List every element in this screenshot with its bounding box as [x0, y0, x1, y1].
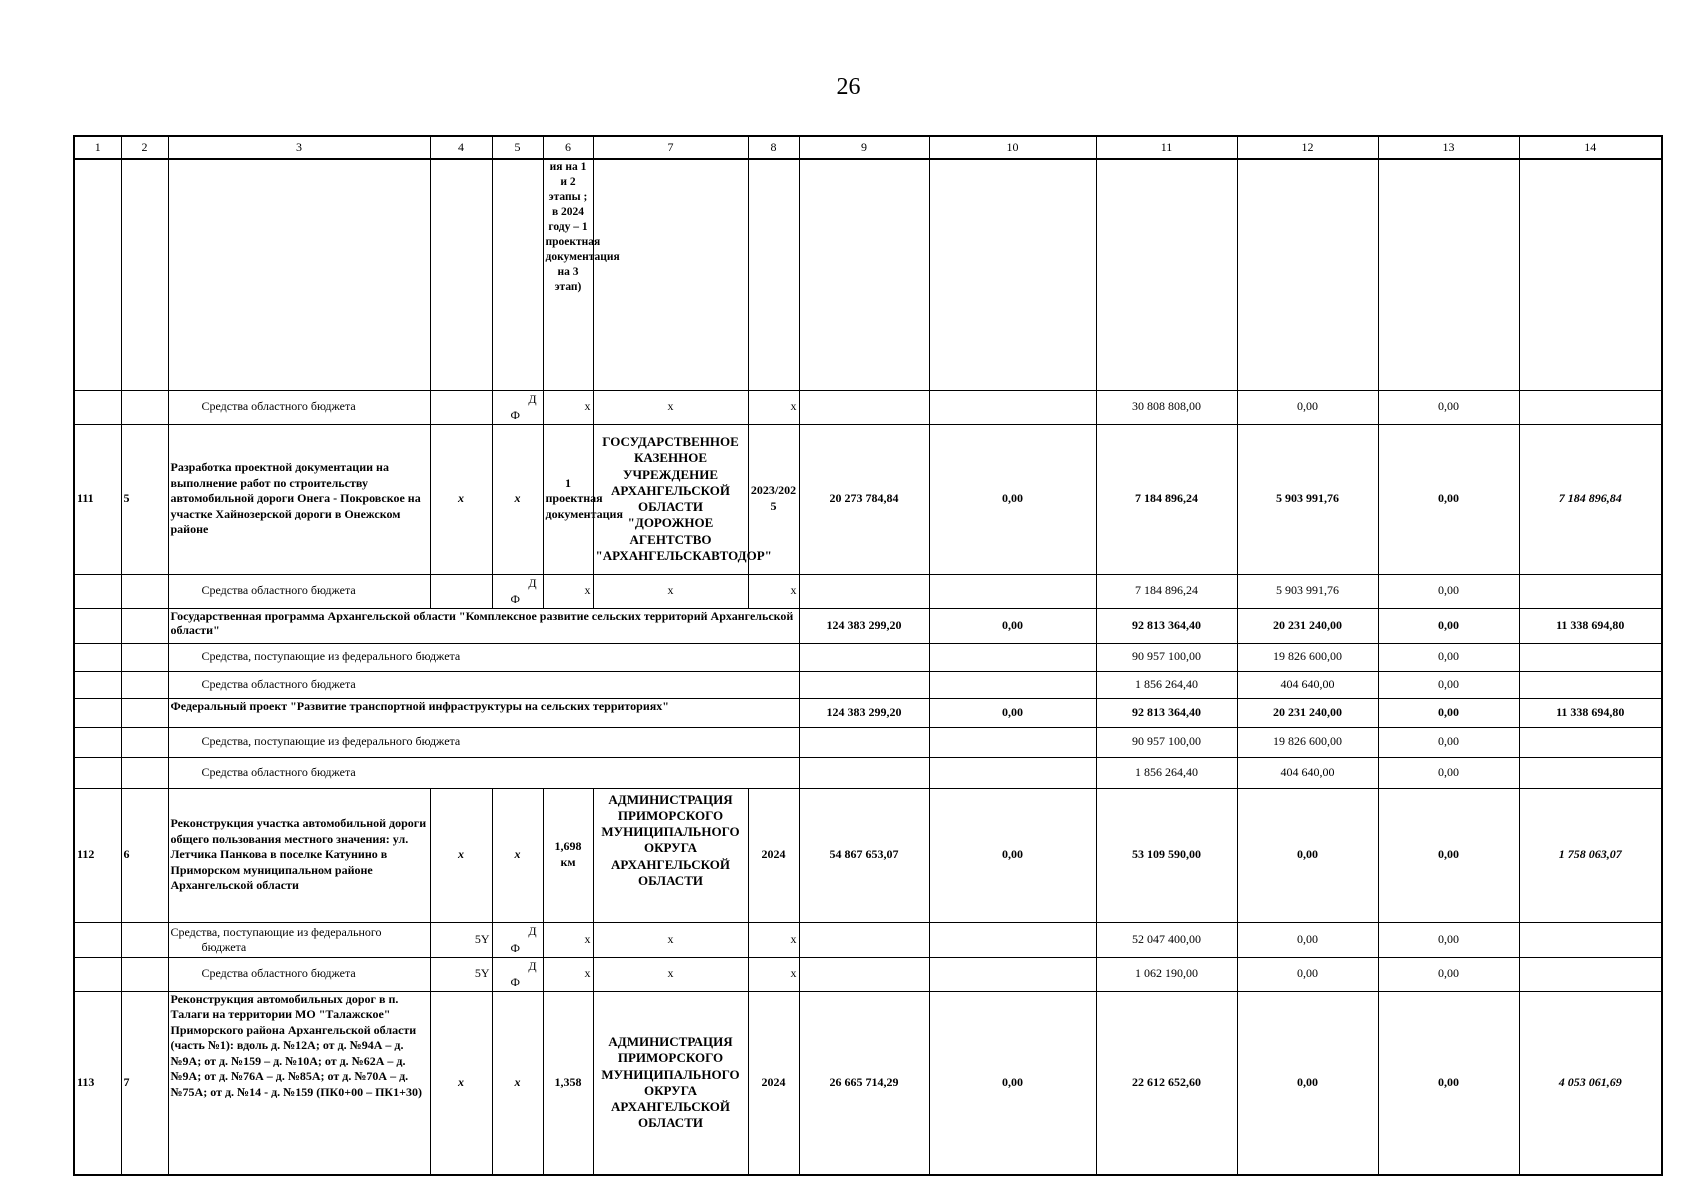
- code-cell: х: [430, 991, 492, 1175]
- amount-cell: 52 047 400,00: [1096, 922, 1237, 957]
- table-row: [74, 608, 1662, 643]
- result-cell: ия на 1 и 2 этапы ; в 2024 году – 1 проектная документация на 3 этап): [543, 159, 593, 390]
- table-row: [74, 424, 1662, 574]
- amount-cell: 20 273 784,84: [799, 424, 929, 574]
- amount-cell: 7 184 896,84: [1519, 424, 1662, 574]
- code-cell: Д Ф: [492, 574, 543, 608]
- placeholder-cell: х: [593, 922, 748, 957]
- amount-cell: 20 231 240,00: [1237, 698, 1378, 727]
- amount-cell: 0,00: [929, 424, 1096, 574]
- amount-cell: 0,00: [1378, 671, 1519, 698]
- code-cell: 5Y: [430, 922, 492, 957]
- amount-cell: 1 758 063,07: [1519, 788, 1662, 922]
- code-cell: х: [430, 788, 492, 922]
- column-number: 2: [121, 136, 168, 159]
- placeholder-cell: х: [543, 390, 593, 424]
- funding-source-label: Средства областного бюджета: [168, 757, 799, 788]
- amount-cell: 0,00: [1378, 424, 1519, 574]
- amount-cell: 0,00: [1237, 922, 1378, 957]
- amount-cell: 19 826 600,00: [1237, 727, 1378, 757]
- project-name: Реконструкция участка автомобильной дороги общего пользования местного значения: ул. Летчика Панкова в поселке Катунино в Приморском муниципальном районе Архангельской области: [168, 788, 430, 922]
- amount-cell: 0,00: [1378, 788, 1519, 922]
- column-number: 7: [593, 136, 748, 159]
- code-cell: Д Ф: [492, 922, 543, 957]
- amount-cell: 7 184 896,24: [1096, 574, 1237, 608]
- column-number: 11: [1096, 136, 1237, 159]
- code-cell: х: [492, 424, 543, 574]
- column-number: 10: [929, 136, 1096, 159]
- amount-cell: 1 856 264,40: [1096, 671, 1237, 698]
- column-number: 3: [168, 136, 430, 159]
- placeholder-cell: х: [543, 574, 593, 608]
- amount-cell: 22 612 652,60: [1096, 991, 1237, 1175]
- amount-cell: 30 808 808,00: [1096, 390, 1237, 424]
- period-cell: 2024: [748, 788, 799, 922]
- funding-source-label: Средства областного бюджета: [168, 574, 430, 608]
- executor-cell: ГОСУДАРСТВЕННОЕ КАЗЕННОЕ УЧРЕЖДЕНИЕ АРХАНГЕЛЬСКОЙ ОБЛАСТИ "ДОРОЖНОЕ АГЕНТСТВО "АРХАНГЕЛЬСКАВТОДОР": [593, 424, 748, 574]
- funding-source-label: Средства, поступающие из федерального бюджета: [168, 727, 799, 757]
- amount-cell: 53 109 590,00: [1096, 788, 1237, 922]
- result-cell: 1 проектная документация: [543, 424, 593, 574]
- item-number: 7: [121, 991, 168, 1175]
- amount-cell: 5 903 991,76: [1237, 574, 1378, 608]
- code-cell: х: [430, 424, 492, 574]
- table-row: [74, 159, 1662, 390]
- amount-cell: 90 957 100,00: [1096, 727, 1237, 757]
- budget-table: [73, 135, 1663, 1176]
- amount-cell: 0,00: [1378, 727, 1519, 757]
- project-title: Федеральный проект "Развитие транспортной инфраструктуры на сельских территориях": [168, 698, 799, 727]
- column-number: 1: [74, 136, 121, 159]
- amount-cell: 0,00: [1378, 698, 1519, 727]
- code-cell: 5Y: [430, 957, 492, 991]
- amount-cell: 20 231 240,00: [1237, 608, 1378, 643]
- table-row: [74, 757, 1662, 788]
- table-row: [74, 788, 1662, 922]
- table-row: [74, 957, 1662, 991]
- funding-source-label: Средства, поступающие из федерального бюджета: [168, 643, 799, 671]
- amount-cell: 0,00: [1378, 991, 1519, 1175]
- amount-cell: 0,00: [1237, 390, 1378, 424]
- amount-cell: 4 053 061,69: [1519, 991, 1662, 1175]
- item-number: 5: [121, 424, 168, 574]
- table-row: [74, 671, 1662, 698]
- period-cell: 2023/2025: [748, 424, 799, 574]
- item-number: 6: [121, 788, 168, 922]
- amount-cell: 1 062 190,00: [1096, 957, 1237, 991]
- placeholder-cell: х: [593, 574, 748, 608]
- placeholder-cell: х: [543, 957, 593, 991]
- table-row: [74, 574, 1662, 608]
- amount-cell: 54 867 653,07: [799, 788, 929, 922]
- period-cell: 2024: [748, 991, 799, 1175]
- amount-cell: 404 640,00: [1237, 757, 1378, 788]
- code-cell: Д Ф: [492, 957, 543, 991]
- column-number-row: [74, 136, 1662, 159]
- column-number: 12: [1237, 136, 1378, 159]
- amount-cell: 0,00: [1378, 608, 1519, 643]
- placeholder-cell: х: [748, 922, 799, 957]
- column-number: 8: [748, 136, 799, 159]
- column-number: 6: [543, 136, 593, 159]
- placeholder-cell: х: [593, 957, 748, 991]
- funding-source-label: Средства, поступающие из федерального бюджета: [168, 922, 430, 957]
- placeholder-cell: х: [748, 574, 799, 608]
- amount-cell: 92 813 364,40: [1096, 698, 1237, 727]
- amount-cell: 26 665 714,29: [799, 991, 929, 1175]
- project-name: Разработка проектной документации на выполнение работ по строительству автомобильной дороги Онега - Покровское на участке Хайнозерской дороги в Онежском районе: [168, 424, 430, 574]
- amount-cell: 0,00: [1378, 757, 1519, 788]
- executor-cell: АДМИНИСТРАЦИЯ ПРИМОРСКОГО МУНИЦИПАЛЬНОГО ОКРУГА АРХАНГЕЛЬСКОЙ ОБЛАСТИ: [593, 991, 748, 1175]
- funding-source-label: Средства областного бюджета: [168, 957, 430, 991]
- result-cell: 1,698 км: [543, 788, 593, 922]
- amount-cell: 0,00: [929, 698, 1096, 727]
- column-number: 4: [430, 136, 492, 159]
- amount-cell: 0,00: [1378, 922, 1519, 957]
- table-row: [74, 698, 1662, 727]
- amount-cell: 124 383 299,20: [799, 698, 929, 727]
- placeholder-cell: х: [748, 390, 799, 424]
- amount-cell: 0,00: [1237, 957, 1378, 991]
- amount-cell: 0,00: [1378, 390, 1519, 424]
- program-title: Государственная программа Архангельской области "Комплексное развитие сельских территорий Архангельской области": [168, 608, 799, 643]
- page-number: 26: [836, 74, 861, 100]
- executor-cell: АДМИНИСТРАЦИЯ ПРИМОРСКОГО МУНИЦИПАЛЬНОГО ОКРУГА АРХАНГЕЛЬСКОЙ ОБЛАСТИ: [593, 788, 748, 922]
- amount-cell: 11 338 694,80: [1519, 608, 1662, 643]
- table-row: [74, 991, 1662, 1175]
- amount-cell: 7 184 896,24: [1096, 424, 1237, 574]
- amount-cell: 1 856 264,40: [1096, 757, 1237, 788]
- column-number: 9: [799, 136, 929, 159]
- amount-cell: 0,00: [929, 608, 1096, 643]
- placeholder-cell: х: [593, 390, 748, 424]
- amount-cell: 5 903 991,76: [1237, 424, 1378, 574]
- project-name: Реконструкция автомобильных дорог в п. Талаги на территории МО "Талажское" Приморского района Архангельской области (часть №1): вдоль д. №12А; от д. №94А – д. №9А; от д. №159 – д. №10А; от д. №62А – д. №9А; от д. №76А – д. №85А; от д. №70А – д. №75А; от д. №14 - д. №159 (ПК0+00 – ПК1+30): [168, 991, 430, 1175]
- code-cell: х: [492, 788, 543, 922]
- result-cell: 1,358: [543, 991, 593, 1175]
- table-row: [74, 727, 1662, 757]
- amount-cell: 11 338 694,80: [1519, 698, 1662, 727]
- funding-source-label: Средства областного бюджета: [168, 390, 430, 424]
- amount-cell: 19 826 600,00: [1237, 643, 1378, 671]
- amount-cell: 90 957 100,00: [1096, 643, 1237, 671]
- column-number: 14: [1519, 136, 1662, 159]
- amount-cell: 0,00: [1237, 788, 1378, 922]
- code-cell: Д Ф: [492, 390, 543, 424]
- placeholder-cell: х: [543, 922, 593, 957]
- row-number: 113: [74, 991, 121, 1175]
- table-row: [74, 922, 1662, 957]
- amount-cell: 0,00: [929, 991, 1096, 1175]
- amount-cell: 404 640,00: [1237, 671, 1378, 698]
- amount-cell: 0,00: [1378, 574, 1519, 608]
- amount-cell: 0,00: [1378, 957, 1519, 991]
- table-row: [74, 390, 1662, 424]
- row-number: 112: [74, 788, 121, 922]
- table-row: [74, 643, 1662, 671]
- placeholder-cell: х: [748, 957, 799, 991]
- amount-cell: 0,00: [929, 788, 1096, 922]
- column-number: 13: [1378, 136, 1519, 159]
- funding-source-label: Средства областного бюджета: [168, 671, 799, 698]
- code-cell: х: [492, 991, 543, 1175]
- amount-cell: 92 813 364,40: [1096, 608, 1237, 643]
- amount-cell: 0,00: [1237, 991, 1378, 1175]
- amount-cell: 0,00: [1378, 643, 1519, 671]
- amount-cell: 124 383 299,20: [799, 608, 929, 643]
- row-number: 111: [74, 424, 121, 574]
- column-number: 5: [492, 136, 543, 159]
